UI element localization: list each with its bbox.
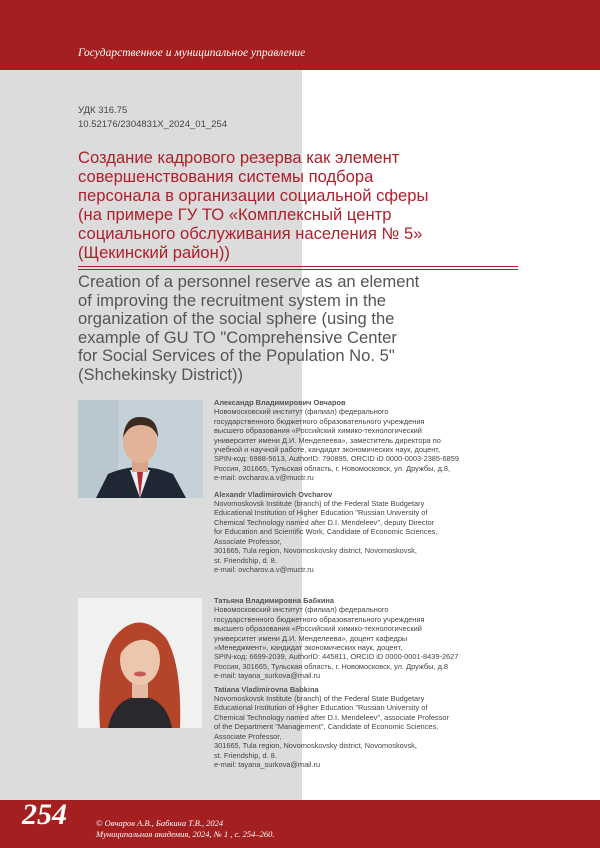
udk-code: УДК 316.75 (78, 105, 128, 116)
author-info-line: SPIN-код: 6988-5613, AuthorID: 790895, ORCID iD 0000-0003-2385-6859 (214, 454, 459, 464)
author-block-ovcharov (214, 398, 584, 574)
author-photo-ovcharov (78, 400, 203, 498)
author-info-line: Chemical Technology named after D.I. Mendeleev", associate Professor (214, 712, 449, 722)
author-info-line: высшего образования «Российский химико-технологический (214, 426, 422, 436)
title-en-line: of improving the recruitment system in the (78, 290, 387, 310)
footer-band (0, 800, 600, 848)
title-ru-line: Создание кадрового резерва как элемент (78, 148, 400, 167)
author-info-line: Novomoskovsk Institute (branch) of the Federal State Budgetary (214, 499, 425, 509)
author-name-ru: Александр Владимирович Овчаров (214, 398, 346, 407)
author-info-line: университет имени Д.И. Менделеева», доцент кафедры (214, 633, 408, 643)
page-number: 254 (22, 798, 67, 831)
article-identifiers (78, 104, 227, 132)
title-divider (78, 269, 518, 270)
author-info-line: st. Friendship, d. 8. (214, 555, 277, 565)
title-en-line: for Social Services of the Population No. 5" (78, 346, 395, 365)
author-info-line: Новомосковский институт (филиал) федерального (214, 407, 389, 417)
author-info-line: Chemical Technology named after D.I. Mendeleev", deputy Director (214, 517, 435, 527)
doi: 10.52176/2304831X_2024_01_254 (78, 119, 227, 130)
title-ru-line: совершенствования системы подбора (78, 167, 374, 186)
author-info-line: Associate Professor, (214, 536, 282, 546)
title-en-line: example of GU TO "Comprehensive Center (78, 327, 397, 347)
author-info-line: высшего образования «Российский химико-технологический (214, 624, 422, 634)
author-info-line: учебной и научной работе, кандидат экономических наук, доцент, (214, 445, 440, 455)
author-email[interactable]: e-mail: tayana_surkova@mail.ru (214, 759, 321, 769)
title-en-line: (Shchekinsky District)) (78, 364, 244, 384)
author-info-line: 301665, Tula region, Novomoskovsky district, Novomoskovsk, (214, 741, 417, 751)
author-block-babkina (214, 596, 584, 769)
copyright-line: © Овчаров А.В., Бабкина Т.В., 2024 (96, 818, 224, 828)
author-info-line: Россия, 301665, Тульская область, г. Новомосковск, ул. Дружбы, д.8 (214, 661, 449, 671)
author-info-line: государственного бюджетного образовательного учреждения (214, 614, 425, 624)
title-english (78, 273, 578, 384)
title-divider (78, 266, 518, 267)
author-info-line: of the Department "Management", Candidate of Economic Sciences, (214, 722, 439, 732)
author-info-line: 301665, Tula region, Novomoskovsky district, Novomoskovsk, (214, 546, 417, 556)
author-info-line: Educational Institution of Higher Education "Russian University of (214, 703, 428, 713)
author-info-line: государственного бюджетного образовательного учреждения (214, 416, 425, 426)
author-info-line: Россия, 301665, Тульская область, г. Новомосковск, ул. Дружбы, д.8, (214, 463, 451, 473)
title-ru-line: персонала в организации социальной сферы (78, 186, 429, 205)
author-email[interactable]: e-mail: tayana_surkova@mail.ru (214, 671, 321, 681)
author-name-en: Tatiana Vladimirovna Babkina (214, 684, 319, 694)
author-info-line: st. Friendship, d. 8. (214, 750, 277, 760)
author-email[interactable]: e-mail: ovcharov.a.v@muctr.ru (214, 473, 314, 483)
author-email[interactable]: e-mail: ovcharov.a.v@muctr.ru (214, 564, 314, 574)
author-name-en: Alexandr Vladimirovich Ovcharov (214, 489, 333, 499)
title-en-line: Creation of a personnel reserve as an element (78, 272, 420, 291)
citation-line: Муниципальная академия, 2024, № 1 , с. 254–260. (96, 829, 275, 839)
author-info-line: for Education and Scientific Work, Candidate of Economic Sciences, (214, 527, 438, 537)
title-ru-line: (на примере ГУ ТО «Комплексный центр (78, 205, 392, 224)
footer-citation (96, 818, 274, 840)
author-info-line: Новомосковский институт (филиал) федерального (214, 605, 389, 615)
author-info-line: «Менеджмент», кандидат экономических наук, доцент, (214, 643, 403, 653)
author-info-line: Associate Professor, (214, 731, 282, 741)
title-ru-line: социального обслуживания населения № 5» (78, 224, 423, 243)
title-russian (78, 148, 578, 262)
author-info-line: Novomoskovsk Institute (branch) of the Federal State Budgetary (214, 694, 425, 704)
author-name-ru: Татьяна Владимировна Бабкина (214, 596, 334, 605)
section-title: Государственное и муниципальное управление (78, 47, 306, 59)
title-ru-line: (Щекинский район)) (78, 243, 230, 262)
header-band (0, 0, 600, 70)
author-info-line: университет имени Д.И. Менделеева», заместитель директора по (214, 435, 441, 445)
title-en-line: organization of the social sphere (using the (78, 309, 395, 328)
author-info-line: SPIN-код: 6699-2039, AuthorID: 445811, ORCID iD 0000-0001-8439-2627 (214, 652, 459, 662)
author-photo-babkina (78, 598, 202, 728)
author-info-line: Educational Institution of Higher Education "Russian University of (214, 508, 428, 518)
